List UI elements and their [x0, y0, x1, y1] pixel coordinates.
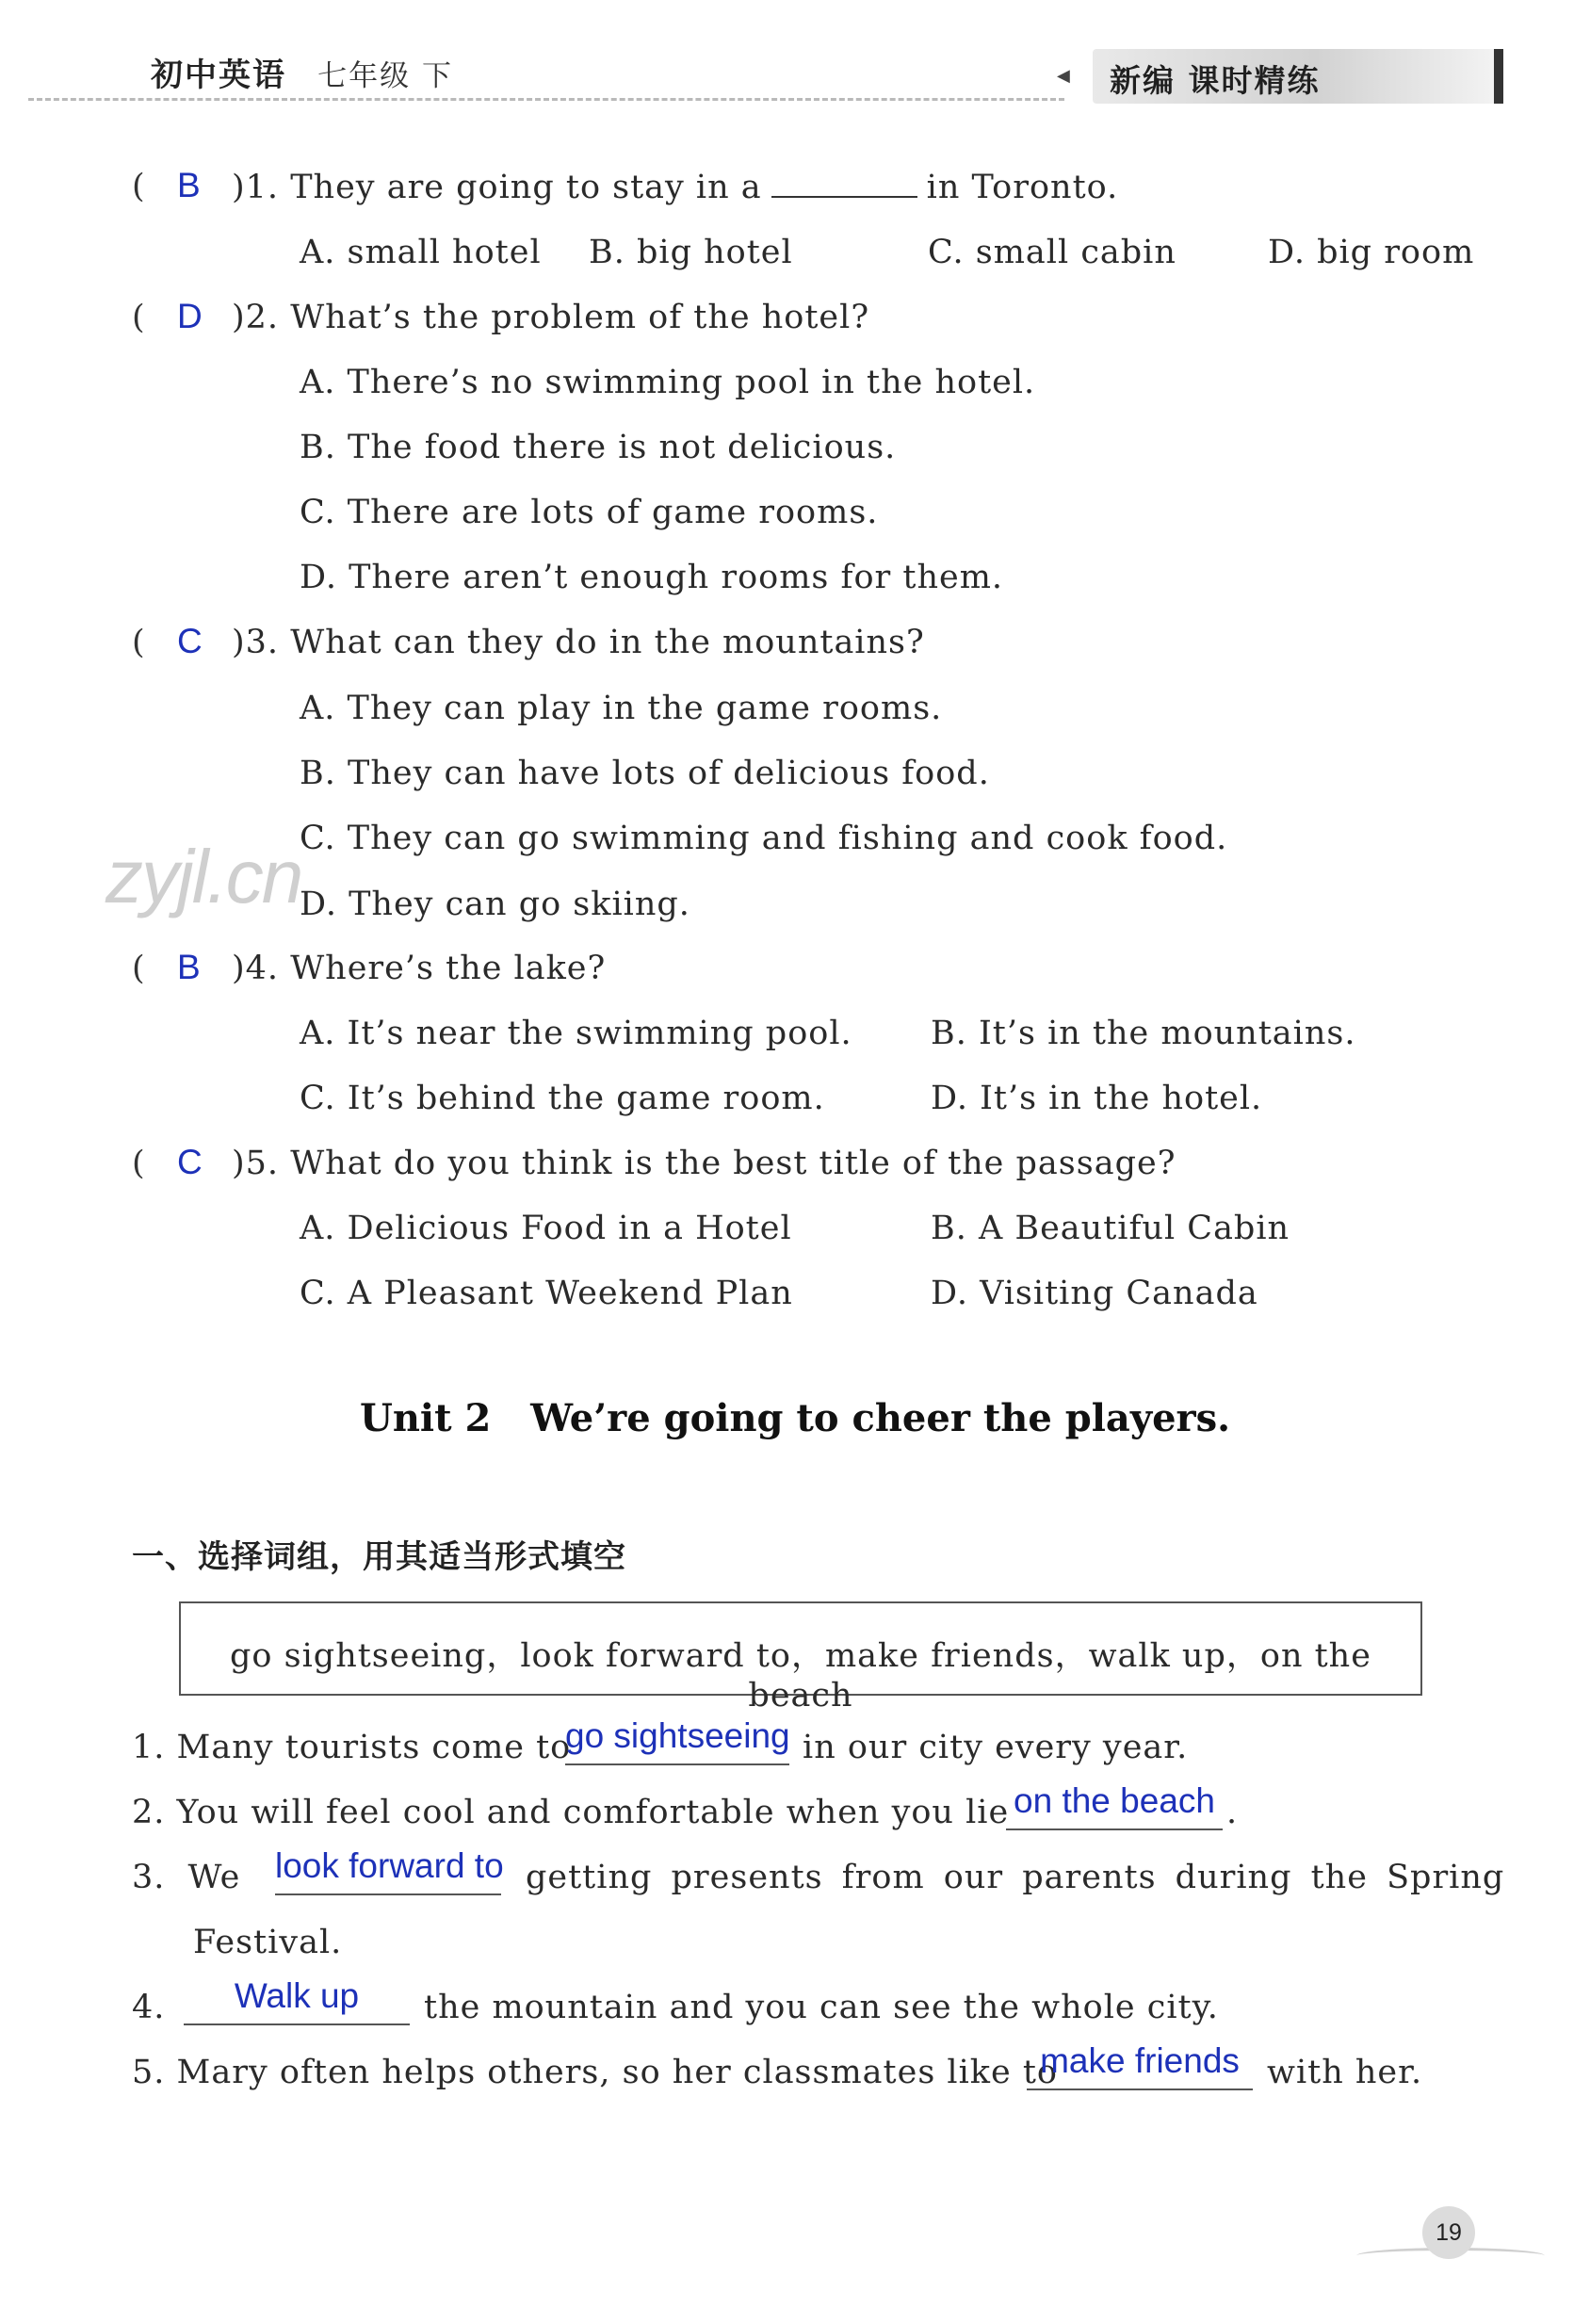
answer-paren: (: [132, 1145, 145, 1182]
option: C. It’s behind the game room.: [300, 1080, 825, 1117]
header-arrow-icon: ◀: [1057, 66, 1070, 86]
option: A. Delicious Food in a Hotel: [300, 1210, 792, 1247]
fill-item-after: with her.: [1267, 2054, 1423, 2091]
watermark: zyjl.cn: [105, 835, 302, 918]
option: C. A Pleasant Weekend Plan: [300, 1275, 793, 1312]
answer-letter: C: [177, 1143, 203, 1181]
option: B. A Beautiful Cabin: [931, 1210, 1290, 1247]
fill-answer: on the beach: [1014, 1781, 1215, 1820]
word-bank-text: go sightseeing，look forward to，make friends，walk up，on the beach: [230, 1637, 1371, 1715]
option: C. small cabin: [928, 234, 1176, 271]
question-stem: )3. What can they do in the mountains?: [232, 624, 925, 661]
option: D. There aren’t enough rooms for them.: [300, 559, 1004, 596]
fill-item-after: in our city every year.: [803, 1729, 1189, 1766]
answer-paren: (: [132, 168, 145, 205]
fill-item: 3. We: [132, 1859, 241, 1896]
option: B. They can have lots of delicious food.: [300, 755, 990, 792]
header-divider: [28, 98, 1064, 101]
fill-blank: [1006, 1781, 1223, 1830]
question-stem: )5. What do you think is the best title of the passage?: [232, 1145, 1176, 1182]
option: D. big room: [1268, 234, 1475, 271]
answer-letter: D: [177, 297, 203, 335]
fill-blank: [275, 1846, 504, 1895]
fill-blank: [184, 1976, 410, 2025]
fill-blank: [565, 1716, 790, 1765]
option: D. They can go skiing.: [300, 886, 690, 923]
answer-blank: [771, 168, 917, 198]
fill-answer: go sightseeing: [565, 1716, 790, 1755]
option: D. Visiting Canada: [931, 1275, 1258, 1312]
answer-paren: (: [132, 950, 145, 987]
option: A. There’s no swimming pool in the hotel.: [300, 364, 1036, 401]
question-stem: )1. They are going to stay in a in Toronto.: [232, 169, 1119, 206]
fill-answer: Walk up: [234, 1976, 360, 2015]
series-label: 新编 课时精练: [1110, 62, 1321, 99]
question-stem: )2. What’s the problem of the hotel?: [232, 299, 870, 336]
fill-blank: [1027, 2041, 1253, 2090]
fill-item: 1. Many tourists come to: [132, 1729, 572, 1766]
answer-paren: (: [132, 299, 145, 336]
section-title: 一、选择词组，用其适当形式填空: [132, 1538, 626, 1576]
grade-label: 七年级 下: [317, 59, 453, 93]
option: D. It’s in the hotel.: [931, 1080, 1263, 1117]
option: A. It’s near the swimming pool.: [300, 1015, 852, 1052]
fill-item-continuation: Festival.: [193, 1924, 343, 1961]
option: A. They can play in the game rooms.: [300, 690, 943, 727]
option: B. The food there is not delicious.: [300, 429, 897, 466]
fill-item: 5. Mary often helps others, so her classmates like to: [132, 2054, 1058, 2091]
option: C. There are lots of game rooms.: [300, 494, 879, 531]
series-banner: [1093, 49, 1498, 104]
option: C. They can go swimming and fishing and cook food.: [300, 820, 1228, 857]
page-number: 19: [1422, 2206, 1475, 2259]
answer-paren: (: [132, 624, 145, 661]
fill-item-after: .: [1226, 1794, 1239, 1831]
answer-letter: C: [177, 622, 203, 660]
fill-item-after: the mountain and you can see the whole city.: [424, 1989, 1219, 2026]
header-accent-bar: [1494, 49, 1503, 104]
fill-item-after: getting presents from our parents during the Spring: [526, 1859, 1505, 1896]
answer-letter: B: [177, 166, 201, 204]
unit-title: Unit 2 We’re going to cheer the players.: [359, 1396, 1231, 1440]
fill-answer: look forward to: [275, 1846, 504, 1885]
fill-answer: make friends: [1040, 2041, 1240, 2080]
page-header-left: [151, 49, 453, 95]
question-stem: )4. Where’s the lake?: [232, 950, 607, 987]
option: B. It’s in the mountains.: [931, 1015, 1356, 1052]
subject-label: 初中英语: [151, 57, 286, 94]
answer-letter: B: [177, 948, 201, 986]
option: A. small hotel: [300, 234, 542, 271]
word-bank: [179, 1601, 1422, 1715]
option: B. big hotel: [589, 234, 793, 271]
fill-item: 4.: [132, 1989, 166, 2026]
fill-item: 2. You will feel cool and comfortable when you lie: [132, 1794, 1010, 1831]
